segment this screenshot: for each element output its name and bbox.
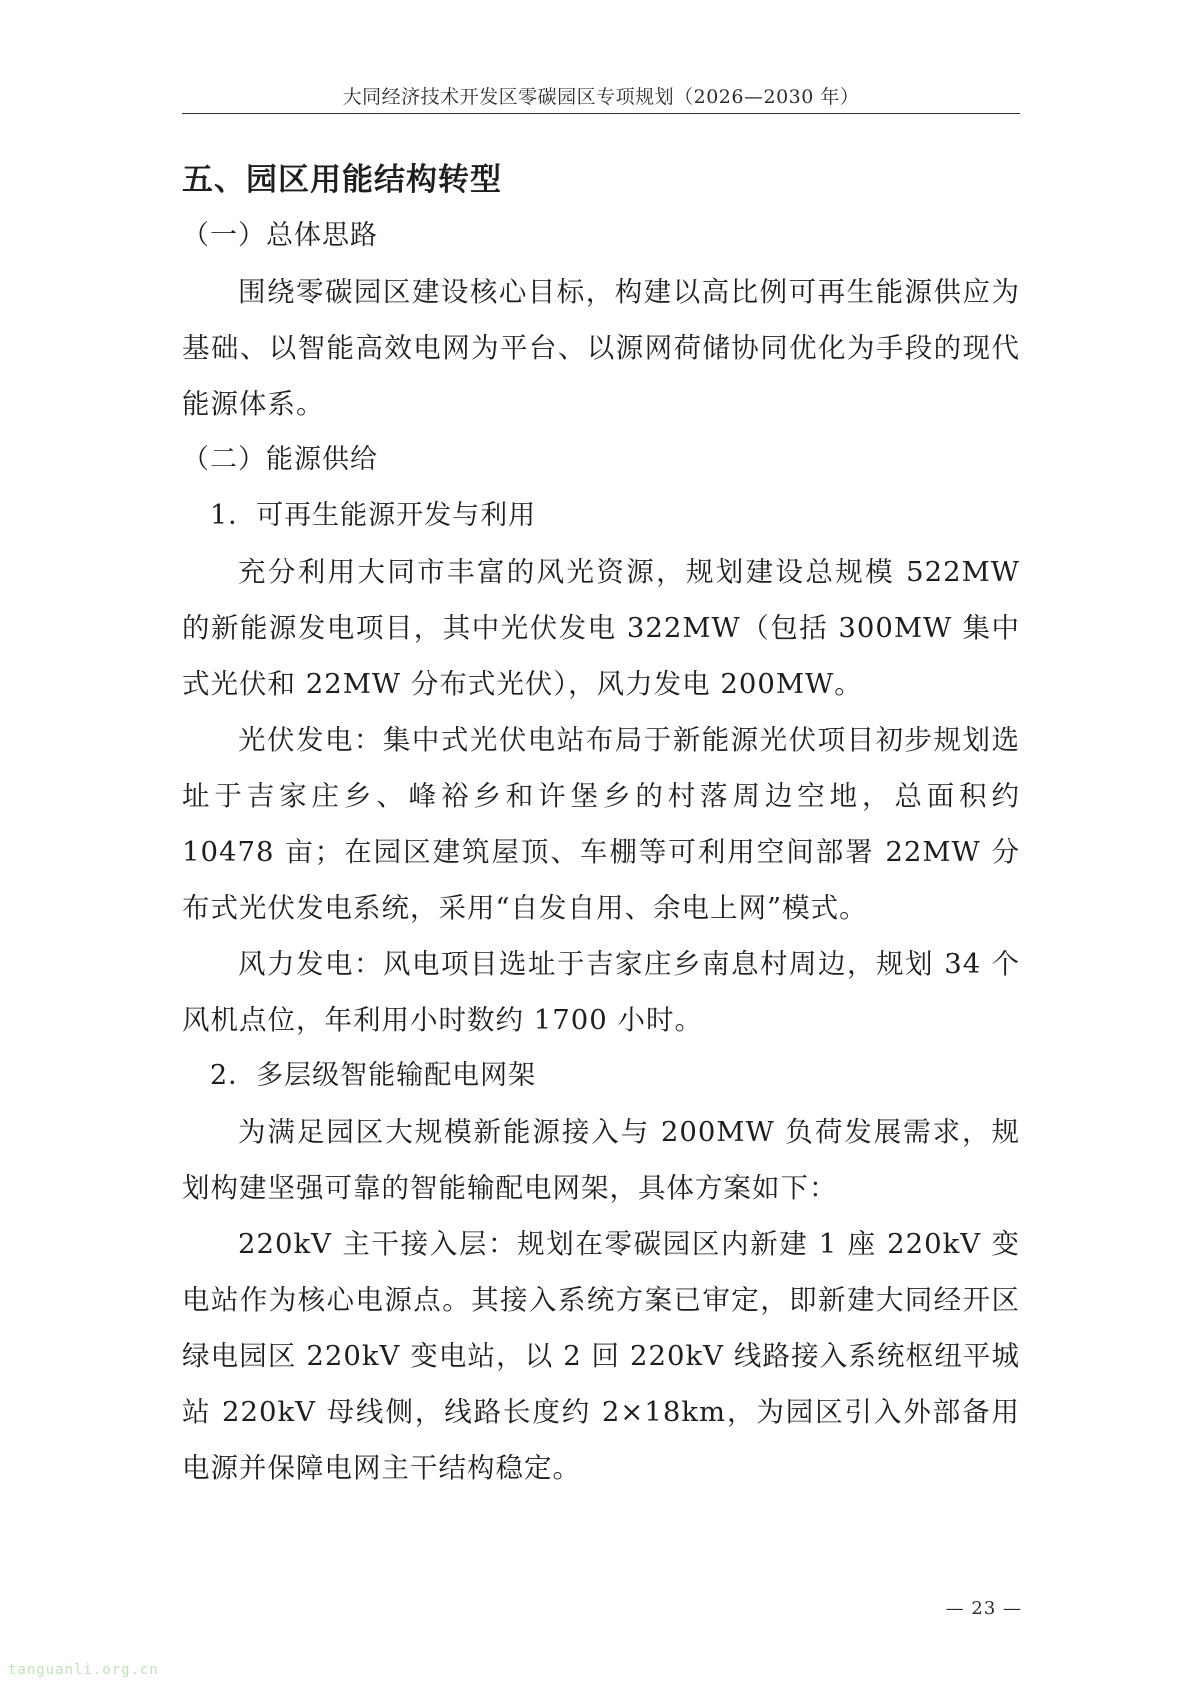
- paragraph-overall-approach: 围绕零碳园区建设核心目标，构建以高比例可再生能源供应为基础、以智能高效电网为平台、以源网荷储协同优化为手段的现代能源体系。: [182, 276, 1020, 420]
- paragraph-220kv-backbone: 220kV 主干接入层：规划在零碳园区内新建 1 座 220kV 变电站作为核心电源点。其接入系统方案已审定，即新建大同经开区绿电园区 220kV 变电站，以 2 回 220kV 线路接入系统枢纽平城站 220kV 母线侧，线路长度约 2×18km，为园区引入外部备用电源并保障电网主干结构稳定。: [182, 1228, 1020, 1484]
- subsection-heading-energy-supply: （二）能源供给: [182, 444, 378, 475]
- page-number: — 23 —: [945, 1598, 1022, 1619]
- paragraph-wind-power: 风力发电：风电项目选址于吉家庄乡南息村周边，规划 34 个风机点位，年利用小时数约 1700 小时。: [182, 948, 1020, 1036]
- paragraph-renewable-overview: 充分利用大同市丰富的风光资源，规划建设总规模 522MW 的新能源发电项目，其中光伏发电 322MW（包括 300MW 集中式光伏和 22MW 分布式光伏），风力发电 200MW。: [182, 556, 1020, 700]
- item-heading-renewable-energy: 1．可再生能源开发与利用: [210, 500, 537, 531]
- section-heading: 五、园区用能结构转型: [182, 162, 502, 198]
- item-heading-smart-grid: 2．多层级智能输配电网架: [210, 1060, 537, 1091]
- subsection-heading-overall-approach: （一）总体思路: [182, 220, 378, 251]
- running-header: 大同经济技术开发区零碳园区专项规划（2026—2030 年）: [342, 86, 860, 108]
- paragraph-photovoltaic: 光伏发电：集中式光伏电站布局于新能源光伏项目初步规划选址于吉家庄乡、峰裕乡和许堡乡的村落周边空地，总面积约 10478 亩；在园区建筑屋顶、车棚等可利用空间部署 22MW 分布式光伏发电系统，采用“自发自用、余电上网”模式。: [182, 724, 1020, 924]
- paragraph-grid-overview: 为满足园区大规模新能源接入与 200MW 负荷发展需求，规划构建坚强可靠的智能输配电网架，具体方案如下：: [182, 1116, 1020, 1204]
- page-body: [182, 152, 1020, 1496]
- watermark: tanguanli.org.cn: [8, 1662, 159, 1678]
- header-divider: [182, 113, 1020, 114]
